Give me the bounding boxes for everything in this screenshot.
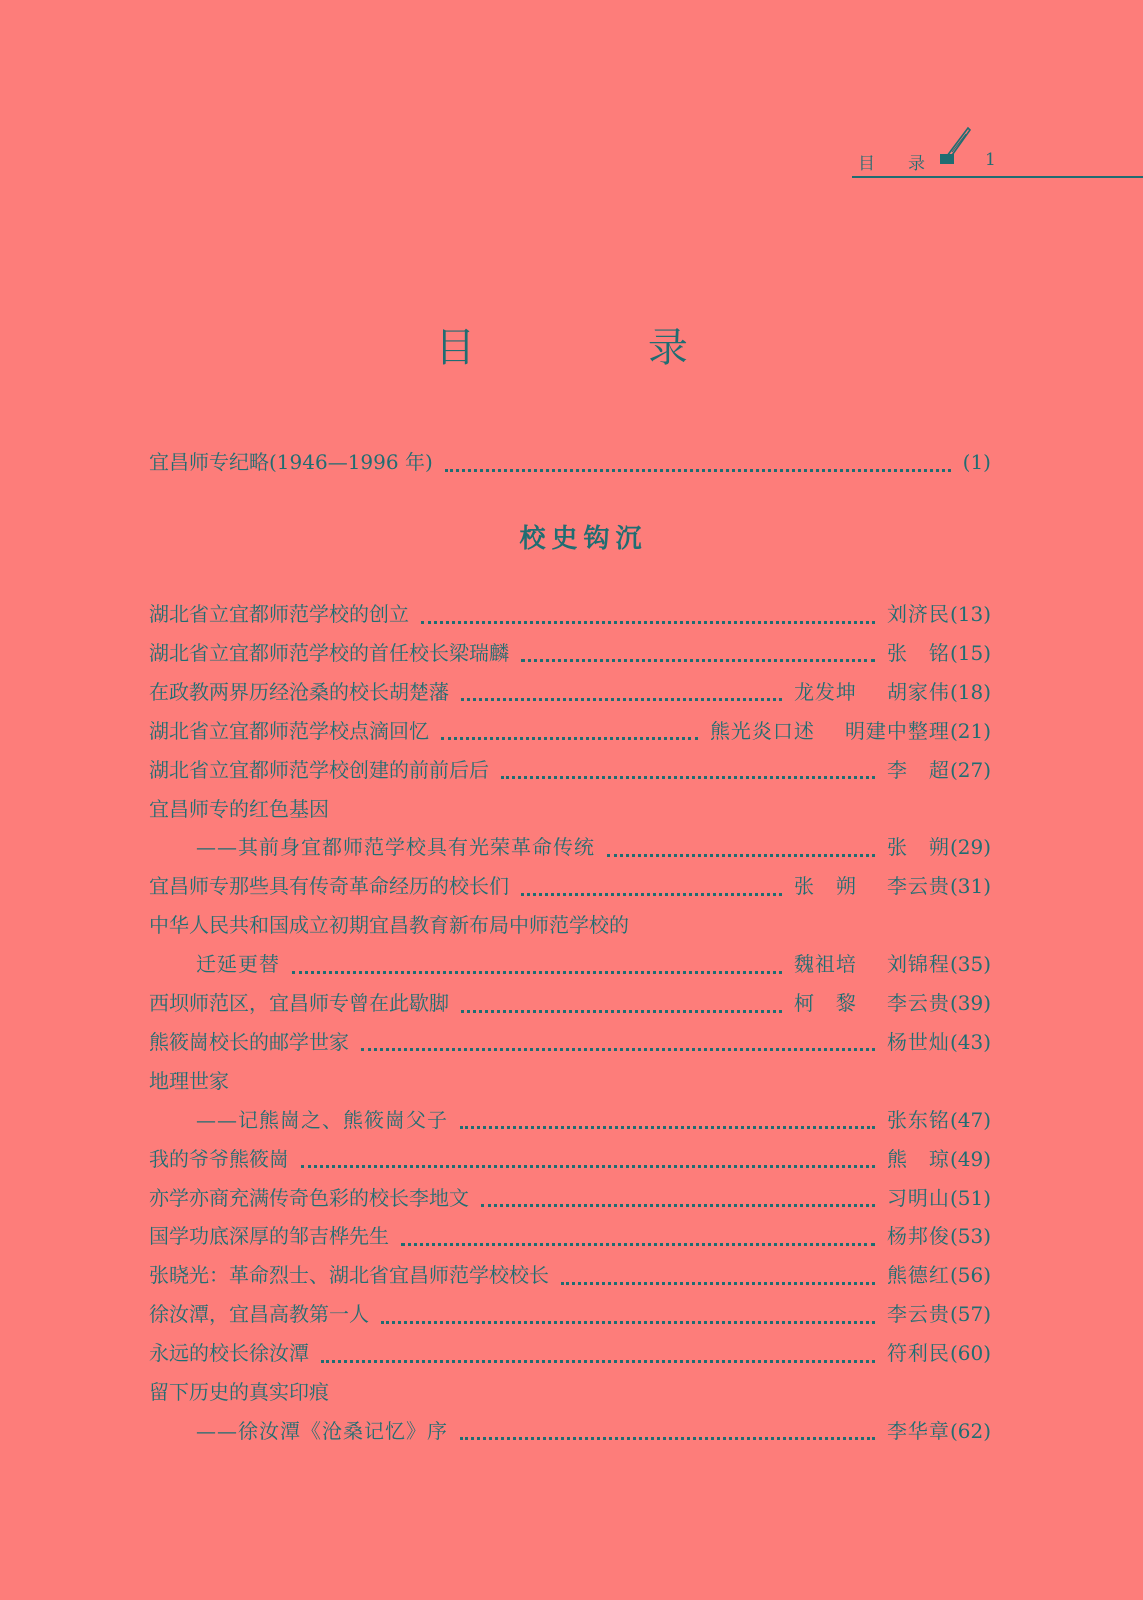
toc-entry[interactable] bbox=[149, 715, 991, 749]
entry-title: ——其前身宜都师范学校具有光荣革命传统 bbox=[196, 835, 595, 860]
toc-entry[interactable] bbox=[149, 598, 991, 632]
entry-title: 留下历史的真实印痕 bbox=[149, 1380, 329, 1404]
running-header bbox=[852, 146, 1143, 178]
entry-page: (53) bbox=[949, 1224, 991, 1249]
entry-title: 我的爷爷熊筱崗 bbox=[149, 1146, 289, 1171]
entry-page: (18) bbox=[949, 679, 991, 704]
toc-entry[interactable] bbox=[196, 1415, 991, 1449]
entry-author: 李 超 bbox=[886, 757, 950, 782]
entry-title: 宜昌师专纪略(1946—1996 年) bbox=[149, 450, 433, 474]
entry-title: 宜昌师专的红色基因 bbox=[149, 796, 329, 821]
entry-author: 熊 琼 bbox=[886, 1146, 950, 1171]
entry-author: 符利民 bbox=[886, 1341, 950, 1366]
page-number: 1 bbox=[985, 150, 996, 170]
entry-page: (31) bbox=[949, 874, 991, 899]
dot-leader bbox=[292, 957, 782, 974]
entry-page: (47) bbox=[949, 1107, 991, 1132]
entry-title: 张晓光：革命烈士、湖北省宜昌师范学校校长 bbox=[149, 1263, 549, 1288]
dot-leader bbox=[501, 762, 875, 779]
toc-entry[interactable] bbox=[196, 831, 991, 865]
entry-author: 明建中整理 bbox=[844, 718, 950, 743]
toc-entry[interactable] bbox=[149, 1298, 991, 1332]
dot-leader bbox=[460, 1112, 875, 1129]
entry-page: (39) bbox=[949, 991, 991, 1015]
dot-leader bbox=[521, 879, 782, 896]
dot-leader bbox=[321, 1346, 875, 1363]
toc-entry[interactable] bbox=[149, 1026, 991, 1060]
entry-page: (60) bbox=[949, 1341, 991, 1366]
dot-leader bbox=[607, 840, 875, 857]
toc-entry[interactable] bbox=[149, 637, 991, 671]
entry-title: 迁延更替 bbox=[196, 952, 280, 977]
toc-entry[interactable] bbox=[149, 1065, 991, 1099]
dot-leader bbox=[481, 1190, 875, 1207]
entry-author: 柯 黎 bbox=[793, 991, 857, 1015]
toc-entry[interactable] bbox=[149, 1143, 991, 1177]
entry-author: 胡家伟 bbox=[886, 679, 950, 704]
entry-author: 龙发坤 bbox=[793, 679, 857, 704]
dot-leader bbox=[460, 1423, 875, 1440]
toc-entry[interactable] bbox=[149, 1220, 991, 1254]
dot-leader bbox=[361, 1034, 875, 1051]
toc-entry[interactable] bbox=[196, 1104, 991, 1138]
toc-entry[interactable] bbox=[149, 909, 991, 943]
toc-entry[interactable] bbox=[149, 987, 991, 1021]
entry-page: (62) bbox=[949, 1418, 991, 1443]
entry-title: 在政教两界历经沧桑的校长胡楚藩 bbox=[149, 679, 449, 704]
dot-leader bbox=[421, 607, 875, 624]
entry-author: 李云贵 bbox=[886, 991, 950, 1015]
entry-author: 魏祖培 bbox=[793, 952, 857, 977]
entry-author: 熊光炎口述 bbox=[709, 718, 815, 743]
toc-entry[interactable] bbox=[196, 948, 991, 982]
header-label: 目 bbox=[858, 154, 875, 174]
toc-entry[interactable] bbox=[149, 1182, 991, 1216]
entry-author: 熊德红 bbox=[886, 1263, 950, 1288]
toc-entry[interactable] bbox=[149, 676, 991, 710]
quill-pen-icon bbox=[938, 126, 972, 170]
entry-page: (51) bbox=[949, 1185, 991, 1210]
entry-page: (15) bbox=[949, 640, 991, 665]
toc-entry[interactable] bbox=[149, 754, 991, 788]
dot-leader bbox=[521, 645, 875, 662]
page-title: 目 录 bbox=[435, 325, 768, 371]
entry-author: 刘锦程 bbox=[886, 952, 950, 977]
entry-title: 熊筱崗校长的邮学世家 bbox=[149, 1029, 349, 1054]
entry-title: 湖北省立宜都师范学校创建的前前后后 bbox=[149, 757, 489, 782]
entry-title: 湖北省立宜都师范学校点滴回忆 bbox=[149, 718, 429, 743]
entry-page: (27) bbox=[949, 757, 991, 782]
entry-title: 宜昌师专那些具有传奇革命经历的校长们 bbox=[149, 874, 509, 899]
entry-title: ——徐汝潭《沧桑记忆》序 bbox=[196, 1418, 448, 1443]
entry-page: (57) bbox=[949, 1302, 991, 1327]
section-title: 校史钩沉 bbox=[519, 524, 648, 554]
dot-leader bbox=[461, 996, 782, 1013]
toc-entry[interactable] bbox=[149, 1376, 991, 1410]
entry-title: 国学功底深厚的邹吉桦先生 bbox=[149, 1224, 389, 1249]
entry-author: 张 朔 bbox=[886, 835, 950, 860]
entry-title: 徐汝潭，宜昌高教第一人 bbox=[149, 1302, 369, 1327]
entry-page: (56) bbox=[949, 1263, 991, 1288]
toc-entry[interactable] bbox=[149, 793, 991, 827]
entry-author: 习明山 bbox=[886, 1185, 950, 1210]
entry-page: (35) bbox=[949, 952, 991, 977]
dot-leader bbox=[401, 1229, 875, 1246]
dot-leader bbox=[461, 684, 782, 701]
entry-title: 永远的校长徐汝潭 bbox=[149, 1341, 309, 1366]
toc-entry[interactable] bbox=[149, 870, 991, 904]
entry-author: 李云贵 bbox=[886, 1302, 950, 1327]
dot-leader bbox=[445, 455, 951, 472]
entry-page: (13) bbox=[949, 602, 991, 626]
dot-leader bbox=[301, 1151, 875, 1168]
entry-page: (21) bbox=[949, 718, 991, 743]
dot-leader bbox=[441, 723, 698, 740]
entry-page: (49) bbox=[949, 1146, 991, 1171]
entry-author: 刘济民 bbox=[886, 602, 950, 626]
entry-author: 杨世灿 bbox=[886, 1029, 950, 1054]
toc-entry[interactable] bbox=[149, 446, 991, 480]
entry-author: 张 朔 bbox=[793, 874, 857, 899]
toc-entry[interactable] bbox=[149, 1259, 991, 1293]
entry-author: 李华章 bbox=[886, 1418, 950, 1443]
toc-entry[interactable] bbox=[149, 1337, 991, 1371]
entry-title: 湖北省立宜都师范学校的创立 bbox=[149, 602, 409, 626]
entry-page: (1) bbox=[962, 450, 991, 474]
entry-page: (29) bbox=[949, 835, 991, 860]
dot-leader bbox=[381, 1307, 875, 1324]
entry-author: 李云贵 bbox=[886, 874, 950, 899]
header-label: 录 bbox=[908, 154, 925, 174]
entry-author: 张 铭 bbox=[886, 640, 950, 665]
entry-author: 杨邦俊 bbox=[886, 1224, 950, 1249]
entry-title: 地理世家 bbox=[149, 1068, 229, 1093]
entry-title: 亦学亦商充满传奇色彩的校长李地文 bbox=[149, 1185, 469, 1210]
entry-author: 张东铭 bbox=[886, 1107, 950, 1132]
entry-title: 湖北省立宜都师范学校的首任校长梁瑞麟 bbox=[149, 640, 509, 665]
entry-title: ——记熊崗之、熊筱崗父子 bbox=[196, 1107, 448, 1132]
dot-leader bbox=[561, 1268, 875, 1285]
entry-title: 中华人民共和国成立初期宜昌教育新布局中师范学校的 bbox=[149, 913, 629, 938]
entry-title: 西坝师范区，宜昌师专曾在此歇脚 bbox=[149, 991, 449, 1015]
entry-page: (43) bbox=[949, 1029, 991, 1054]
